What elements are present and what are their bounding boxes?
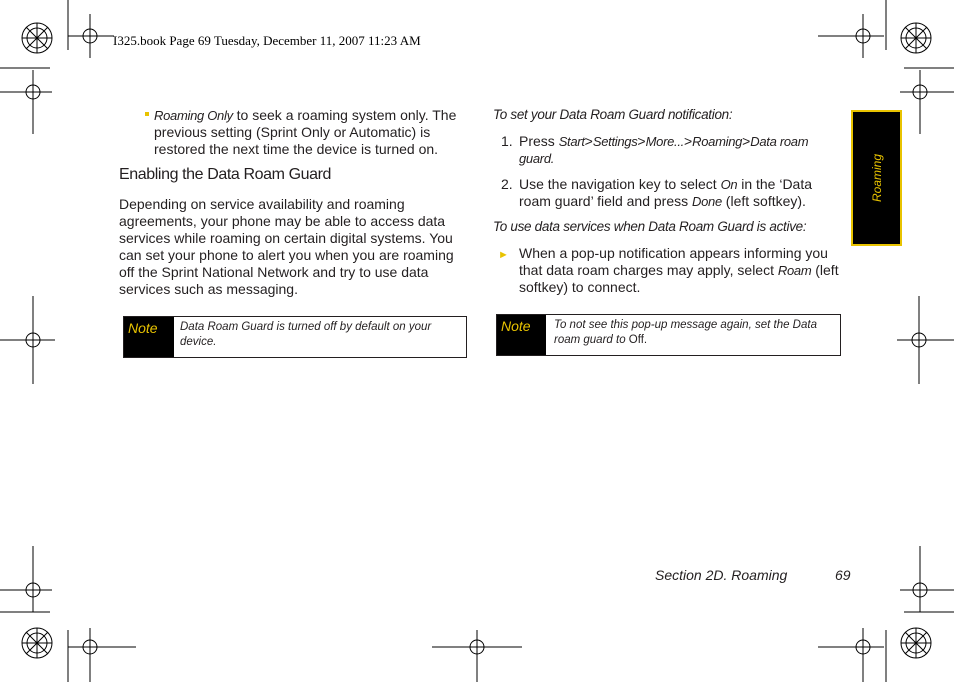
path-separator: > [637,133,646,149]
active-item [498,245,842,295]
note-box-right [496,314,841,356]
print-info-header: I325.book Page 69 Tuesday, December 11, 2007 11:23 AM [113,33,421,48]
intro-paragraph: Depending on service availability and roaming agreements, your phone may be able to access data services while roaming on certain digital systems. You can set your phone to alert you when you are roaming off the Sprint National Network and try to use data services such as messaging. [119,196,454,297]
crosshair-mark-top-left [68,14,114,58]
term-off: Off. [628,334,648,346]
step-2 [501,176,841,209]
crosshair-mark-bottom-left [68,628,136,682]
term-done: Done [692,194,722,209]
crosshair-mark-bottom-right [818,628,884,682]
step-1 [501,133,841,166]
menu-path-more: More... [645,134,684,149]
step-text-c: (left softkey). [721,193,806,209]
starburst-mark-top-right [901,23,931,53]
starburst-mark-top-left [22,23,52,53]
bullet-item-roaming-only [145,107,467,158]
menu-path-data-roam-guard: Data roam guard. [519,134,809,166]
bullet-square-icon [145,112,149,116]
starburst-mark-bottom-right [901,628,931,658]
triangle-bullet-icon: ► [498,249,509,261]
starburst-mark-bottom-left [22,628,52,658]
crosshair-mark-bottom-center [432,630,522,682]
note-label: Note [124,317,174,357]
procedure-title: To set your Data Roam Guard notification: [493,107,733,122]
crosshair-mark-top-right [818,14,884,58]
path-separator: > [742,133,751,149]
crosshair-mark-left-middle [0,296,55,384]
bullet-term: Roaming Only [154,108,233,123]
term-on: On [720,177,738,192]
active-title: To use data services when Data Roam Guard is active: [493,219,807,234]
bullet-text: to seek a roaming system only. The previous setting (Sprint Only or Automatic) is restored the next time the device is turned on. [154,107,457,157]
note-text-a: To not see this pop-up message again, set the Data roam guard to [554,319,817,346]
step-text-a: Use the navigation key to select [519,176,721,192]
path-separator: > [683,133,693,149]
crosshair-mark-right-middle [897,296,954,384]
crosshair-mark-left-lower [0,546,52,612]
crosshair-mark-right-lower [900,546,954,612]
active-text-a: When a pop-up notification appears informing you that data roam charges may apply, select [519,245,828,278]
crosshair-mark-right-upper [900,70,954,134]
section-heading: Enabling the Data Roam Guard [119,166,332,183]
step-number: 2. [501,176,513,192]
side-tab-label: Roaming [869,153,884,203]
page-number: 69 [835,567,851,583]
step-number: 1. [501,133,513,149]
menu-path-start: Start [558,134,585,149]
note-box-left [123,316,467,358]
footer-section: Section 2D. Roaming [655,567,788,583]
note-text: Data Roam Guard is turned off by default on your device. [180,321,432,348]
note-text [554,318,836,348]
step-lead: Press [519,133,559,149]
active-text-b: (left softkey) to connect. [519,262,839,295]
term-roam: Roam [777,263,812,278]
path-separator: > [584,133,593,149]
chapter-side-tab [851,110,902,246]
step-text-b: in the ‘Data roam guard’ field and press [519,176,813,209]
menu-path-settings: Settings [592,134,638,149]
crosshair-mark-left-upper [0,70,52,134]
note-label: Note [497,315,546,355]
menu-path-roaming: Roaming [692,134,743,149]
